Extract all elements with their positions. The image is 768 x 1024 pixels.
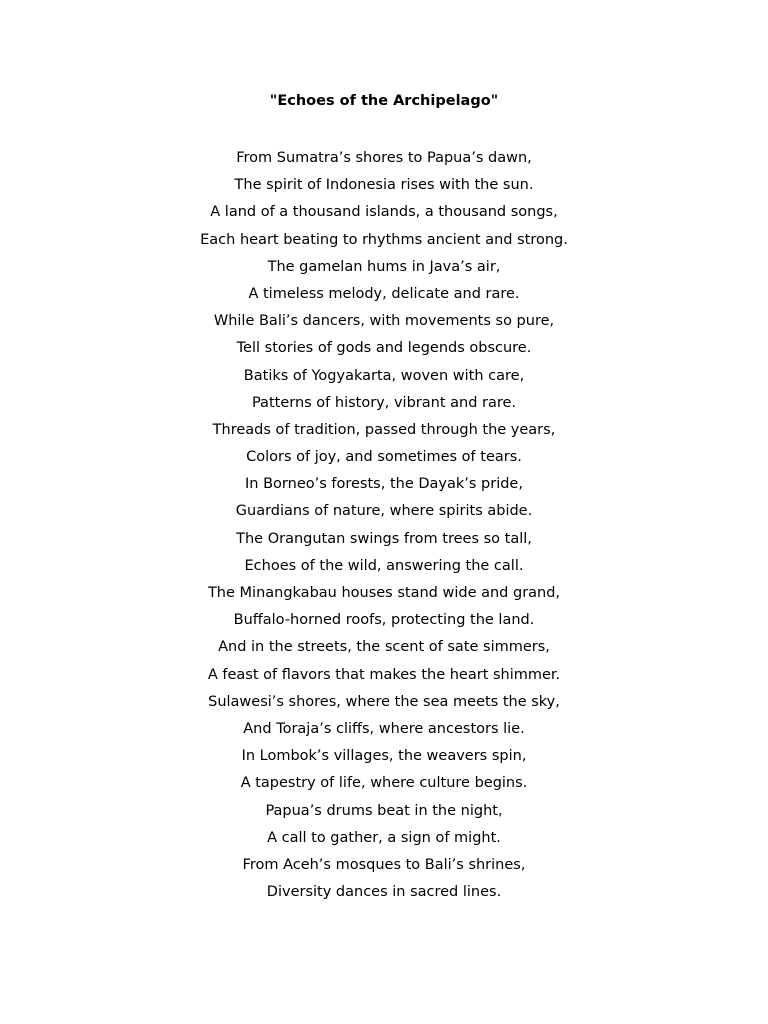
poem-line: From Aceh’s mosques to Bali’s shrines, [242,856,526,873]
poem-body [0,145,768,906]
poem-line: Tell stories of gods and legends obscure. [236,340,532,357]
poem-line: The gamelan hums in Java’s air, [267,258,501,275]
poem-line: From Sumatra’s shores to Papua’s dawn, [236,150,532,166]
poem-line: A call to gather, a sign of might. [267,829,501,846]
poem-line: The Minangkabau houses stand wide and grand, [207,585,561,601]
poem-title: "Echoes of the Archipelago" [269,93,499,109]
poem-line: And Toraja’s cliffs, where ancestors lie. [243,720,525,737]
poem-line: The spirit of Indonesia rises with the sun. [234,177,534,194]
poem-line: Patterns of history, vibrant and rare. [251,394,517,411]
poem-line: Guardians of nature, where spirits abide. [235,503,533,520]
poem-line: Papua’s drums beat in the night, [265,802,503,819]
poem-line: In Borneo’s forests, the Dayak’s pride, [245,476,523,493]
poem-line: In Lombok’s villages, the weavers spin, [241,748,527,765]
poem-line: Buffalo-horned roofs, protecting the land. [233,612,535,629]
poem-line: A feast of flavors that makes the heart shimmer. [207,666,561,683]
poem-line: A timeless melody, delicate and rare. [248,285,520,302]
poem-line: While Bali’s dancers, with movements so pure, [213,313,555,330]
poem-line: Diversity dances in sacred lines. [266,884,502,901]
poem-line: The Orangutan swings from trees so tall, [236,530,532,547]
poem-line: A tapestry of life, where culture begins. [240,775,528,792]
poem-line: And in the streets, the scent of sate simmers, [218,639,550,656]
poem-line: Batiks of Yogyakarta, woven with care, [243,367,525,384]
poem-line: Colors of joy, and sometimes of tears. [246,449,522,466]
poem-line: Echoes of the wild, answering the call. [244,557,524,574]
poem-line: Sulawesi’s shores, where the sea meets the sky, [208,693,560,710]
poem-line: A land of a thousand islands, a thousand songs, [210,204,558,221]
poem-line: Each heart beating to rhythms ancient and strong. [200,231,568,248]
poem-line: Threads of tradition, passed through the years, [212,421,556,438]
